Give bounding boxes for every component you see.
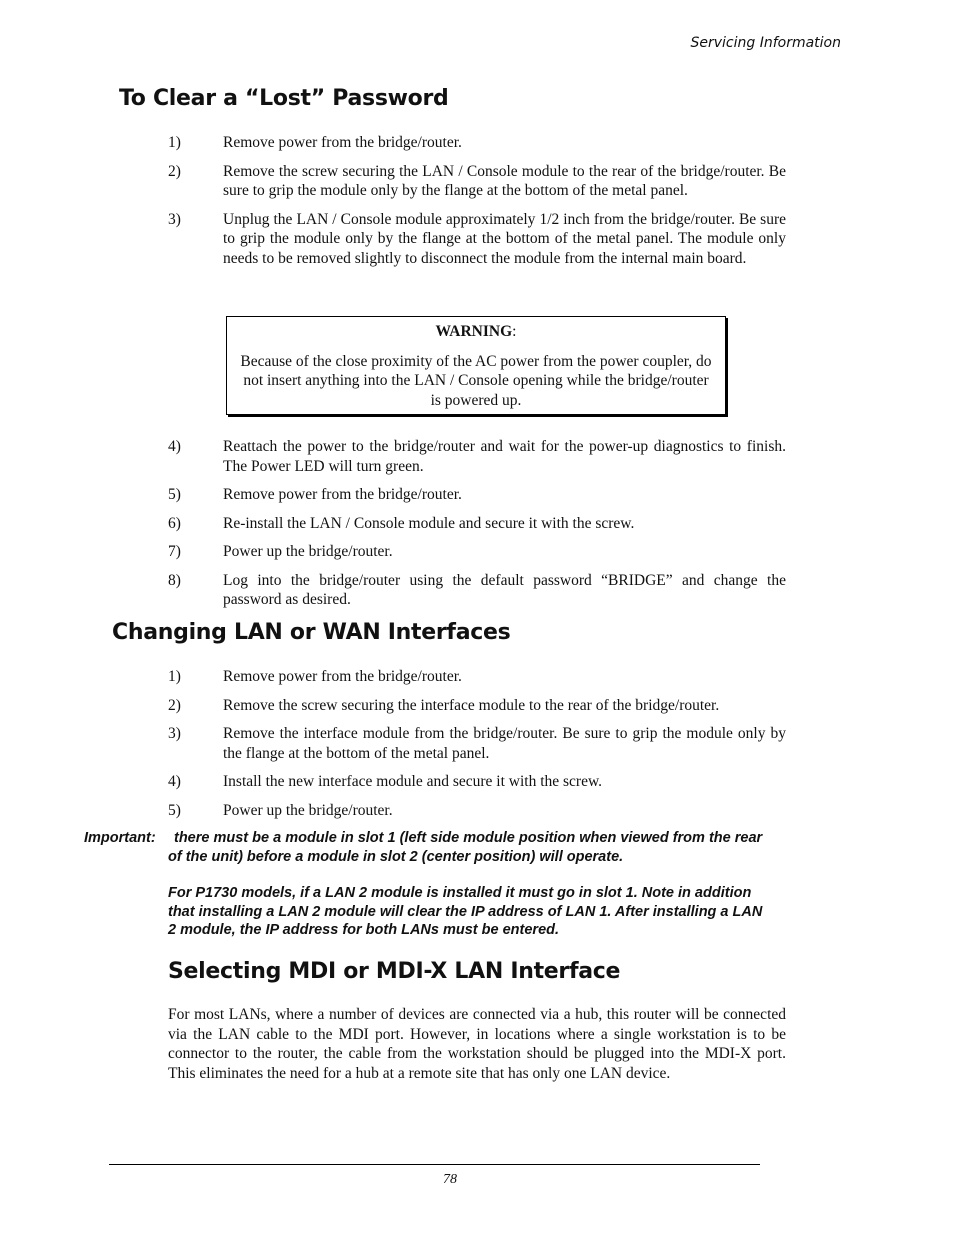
important-text: there must be a module in slot 1 (left side module position when viewed from the rear of the unit) before a module in slot 2 (center position) will operate.	[168, 830, 763, 865]
interface-steps-list	[168, 667, 786, 829]
warning-text: Because of the close proximity of the AC power from the power coupler, do not insert anything into the LAN / Console opening while the bridge/router is powered up.	[240, 352, 712, 409]
running-header: Servicing Information	[690, 35, 841, 51]
list-item: 3) Remove the interface module from the bridge/router. Be sure to grip the module only by the flange at the bottom of the metal panel.	[168, 725, 786, 762]
list-item: 1) Remove power from the bridge/router.	[168, 668, 462, 685]
list-item: 8) Log into the bridge/router using the default password “BRIDGE” and change the password as desired.	[168, 571, 786, 608]
section-title-mdi: Selecting MDI or MDI-X LAN Interface	[168, 959, 621, 984]
list-item: 4) Reattach the power to the bridge/router and wait for the power-up diagnostics to finish. The Power LED will turn green.	[168, 438, 786, 475]
password-steps-list-b	[168, 437, 786, 619]
mdi-paragraph: For most LANs, where a number of devices are connected via a hub, this router will be connected via the LAN cable to the MDI port. However, in locations where a single workstation is to be connector to the router, the cable from the workstation should be plugged into the MDI-X port. This eliminates the need for a hub at a remote site that has only one LAN device.	[168, 1006, 786, 1082]
list-item: 1) Remove power from the bridge/router.	[168, 134, 462, 151]
footer-rule	[109, 1164, 760, 1165]
list-item: 2) Remove the screw securing the LAN / Console module to the rear of the bridge/router. Be sure to grip the module only by the flange at the bottom of the metal panel.	[168, 162, 786, 199]
warning-title: WARNING:	[435, 323, 517, 340]
list-item: 3) Unplug the LAN / Console module approximately 1/2 inch from the bridge/router. Be sure to grip the module only by the flange at the bottom of the metal panel. The module only needs to be removed slightly to disconnect the module from the internal main board.	[168, 210, 786, 267]
password-steps-list-a	[168, 133, 786, 277]
page-number: 78	[443, 1172, 457, 1187]
section-title-changing-interfaces: Changing LAN or WAN Interfaces	[112, 620, 511, 645]
important-label: Important:	[84, 830, 156, 846]
list-item: 6) Re-install the LAN / Console module and secure it with the screw.	[168, 514, 635, 532]
list-item: 5) Remove power from the bridge/router.	[168, 486, 462, 503]
list-item: 5) Power up the bridge/router.	[168, 801, 393, 819]
list-item: 7) Power up the bridge/router.	[168, 543, 393, 560]
section-title-clear-password: To Clear a “Lost” Password	[119, 86, 449, 111]
important-note: For P1730 models, if a LAN 2 module is installed it must go in slot 1. Note in addition that installing a LAN 2 module will clear the IP address of LAN 1. After installing a LAN 2 module, the IP address for both LANs must be entered.	[168, 885, 763, 938]
list-item: 2) Remove the screw securing the interface module to the rear of the bridge/router.	[168, 696, 720, 714]
list-item: 4) Install the new interface module and secure it with the screw.	[168, 773, 603, 790]
warning-box	[226, 316, 726, 415]
